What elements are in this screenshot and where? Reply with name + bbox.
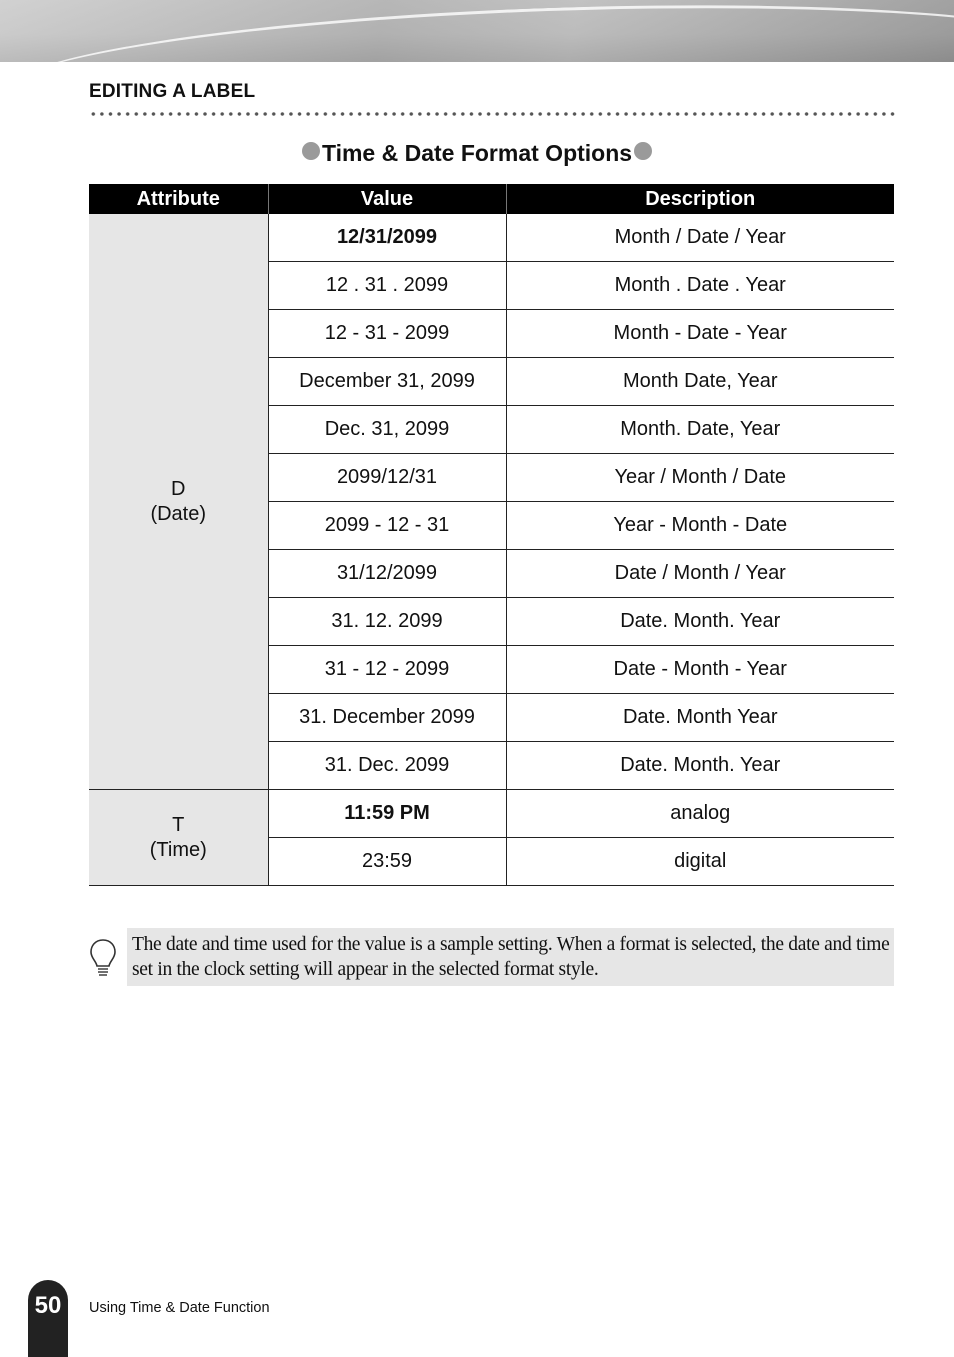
attribute-cell-time — [89, 790, 268, 886]
description-cell: analog — [506, 790, 894, 838]
value-cell: December 31, 2099 — [268, 358, 506, 406]
attribute-name: (Date) — [150, 502, 207, 525]
page-number: 50 — [34, 1292, 62, 1319]
value-cell: 31/12/2099 — [268, 550, 506, 598]
value-cell: 12 . 31 . 2099 — [268, 262, 506, 310]
attribute-cell-date — [89, 214, 268, 790]
bullet-right-icon — [634, 142, 652, 160]
description-cell: Date. Month Year — [506, 694, 894, 742]
section-title: EDITING A LABEL — [89, 81, 256, 102]
value-cell: 31 - 12 - 2099 — [268, 646, 506, 694]
value-cell: 31. Dec. 2099 — [268, 742, 506, 790]
format-options-table — [89, 184, 894, 886]
value-cell: 23:59 — [268, 838, 506, 886]
description-cell: Date. Month. Year — [506, 742, 894, 790]
description-cell: Month. Date, Year — [506, 406, 894, 454]
note-text: The date and time used for the value is a sample setting. When a format is selected, the date and time set in the clock setting will appear in the selected format style. — [132, 934, 890, 980]
value-cell: 31. 12. 2099 — [268, 598, 506, 646]
value-cell: 12 - 31 - 2099 — [268, 310, 506, 358]
footer-chapter-title: Using Time & Date Function — [89, 1300, 270, 1316]
value-cell: 2099/12/31 — [268, 454, 506, 502]
table-title — [0, 140, 954, 167]
table-row — [89, 790, 894, 838]
description-cell: Date - Month - Year — [506, 646, 894, 694]
description-cell: Month / Date / Year — [506, 214, 894, 262]
dotted-divider — [89, 111, 895, 117]
description-cell: Month - Date - Year — [506, 310, 894, 358]
value-cell: 31. December 2099 — [268, 694, 506, 742]
column-header-value: Value — [268, 184, 506, 214]
lightbulb-icon — [89, 938, 117, 978]
attribute-name: (Time) — [149, 838, 207, 861]
table-row — [89, 214, 894, 262]
table-title-text: Time & Date Format Options — [321, 140, 633, 166]
table-header-row — [89, 184, 894, 214]
column-header-description: Description — [506, 184, 894, 214]
value-cell: 12/31/2099 — [268, 214, 506, 262]
header-band — [0, 0, 954, 62]
value-cell: Dec. 31, 2099 — [268, 406, 506, 454]
description-cell: Date. Month. Year — [506, 598, 894, 646]
description-cell: Month Date, Year — [506, 358, 894, 406]
description-cell: Date / Month / Year — [506, 550, 894, 598]
bullet-left-icon — [302, 142, 320, 160]
note-box — [127, 928, 894, 986]
description-cell: Year / Month / Date — [506, 454, 894, 502]
value-cell: 2099 - 12 - 31 — [268, 502, 506, 550]
attribute-code: T — [172, 813, 185, 836]
description-cell: digital — [506, 838, 894, 886]
column-header-attribute: Attribute — [89, 184, 268, 214]
value-cell: 11:59 PM — [268, 790, 506, 838]
description-cell: Month . Date . Year — [506, 262, 894, 310]
description-cell: Year - Month - Date — [506, 502, 894, 550]
attribute-code: D — [171, 477, 186, 500]
